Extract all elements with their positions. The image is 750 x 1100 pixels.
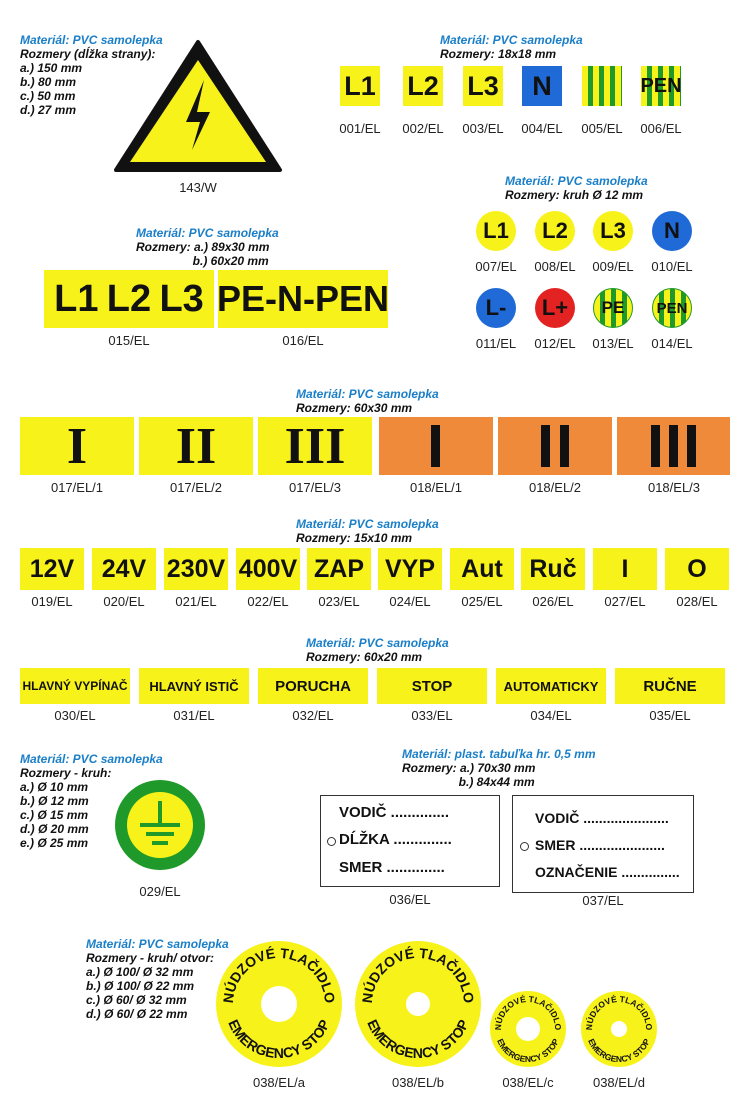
label-text: 400V <box>238 554 298 583</box>
label-text: L3 <box>467 70 499 101</box>
code-014: 014/EL <box>651 336 693 351</box>
label-text: L2 <box>407 70 439 101</box>
code-010: 010/EL <box>651 259 693 274</box>
label-text: ZAP <box>314 554 364 583</box>
label-roman-i <box>20 417 134 475</box>
code-006: 006/EL <box>640 121 682 136</box>
sec8-material: Materiál: PVC samolepka <box>20 752 163 766</box>
ring-bottom-text: EMERGENCY STOP <box>225 1017 333 1062</box>
label-text: O <box>687 554 707 583</box>
code-031: 031/EL <box>173 708 215 723</box>
emergency-stop-ring-a <box>215 940 343 1068</box>
label-l3-square <box>463 66 503 106</box>
code-038-a: 038/EL/a <box>252 1075 306 1090</box>
plate-row-vodic: VODIČ ...................... <box>535 810 669 826</box>
label-text: PE-N-PEN <box>216 278 390 319</box>
sec10-material: Materiál: PVC samolepka <box>86 937 229 951</box>
code-019: 019/EL <box>31 594 73 609</box>
sec4-material: Materiál: PVC samolepka <box>136 226 279 240</box>
label-text: L- <box>485 295 507 320</box>
code-003: 003/EL <box>462 121 504 136</box>
bar-mark <box>669 425 678 467</box>
sec6-dims: Rozmery: 15x10 mm <box>296 531 413 545</box>
label-hlavny-istic <box>139 668 249 704</box>
code-027: 027/EL <box>604 594 646 609</box>
code-036: 036/EL <box>389 892 431 907</box>
ring-top-text: NÚDZOVÉ TLAČIDLO <box>583 993 655 1031</box>
label-stop <box>377 668 487 704</box>
label-text: 230V <box>166 554 226 583</box>
sec7-material: Materiál: PVC samolepka <box>306 636 449 650</box>
ring-top-text: NÚDZOVÉ TLAČIDLO <box>492 993 564 1031</box>
label-orange-two-bars <box>498 417 612 475</box>
hole-icon <box>327 837 336 846</box>
plate-row-oznacenie: OZNAČENIE ............... <box>535 864 680 880</box>
label-text-l2: L2 <box>106 277 152 320</box>
label-text: L1 <box>344 70 376 101</box>
label-roman-iii <box>258 417 372 475</box>
code-033: 033/EL <box>411 708 453 723</box>
circle-l-plus <box>535 288 575 328</box>
label-text: L1 <box>483 218 509 243</box>
code-002: 002/EL <box>402 121 444 136</box>
code-015: 015/EL <box>108 333 150 348</box>
code-008: 008/EL <box>534 259 576 274</box>
high-voltage-warning-sign <box>112 38 284 174</box>
code-009: 009/EL <box>592 259 634 274</box>
label-230v <box>164 548 228 590</box>
code-013: 013/EL <box>592 336 634 351</box>
label-l2-square <box>403 66 443 106</box>
sec10-dims: Rozmery - kruh/ otvor: a.) Ø 100/ Ø 32 mm b.) Ø 100/ Ø 22 mm c.) Ø 60/ Ø 32 mm d.) Ø 60/ Ø 22 mm <box>86 951 215 1021</box>
code-037: 037/EL <box>582 893 624 908</box>
label-rucne <box>615 668 725 704</box>
code-017-3: 017/EL/3 <box>288 480 342 495</box>
label-text: 24V <box>101 554 147 583</box>
ground-symbol-label <box>114 779 206 871</box>
label-text: I <box>66 417 88 475</box>
label-text: N <box>532 70 552 101</box>
code-024: 024/EL <box>389 594 431 609</box>
ring-top-text: NÚDZOVÉ TLAČIDLO <box>358 944 478 1004</box>
code-023: 023/EL <box>318 594 360 609</box>
label-vyp <box>378 548 442 590</box>
label-automaticky <box>496 668 606 704</box>
code-011: 011/EL <box>475 336 517 351</box>
code-004: 004/EL <box>521 121 563 136</box>
bar-mark <box>687 425 696 467</box>
sec2-dims: Rozmery: 18x18 mm <box>440 47 557 61</box>
emergency-stop-ring-c <box>489 990 567 1068</box>
code-032: 032/EL <box>292 708 334 723</box>
label-pe-n-pen <box>218 270 388 328</box>
code-020: 020/EL <box>103 594 145 609</box>
code-034: 034/EL <box>530 708 572 723</box>
ring-bottom-text: EMERGENCY STOP <box>364 1017 472 1062</box>
sec9-dims: Rozmery: a.) 70x30 mm b.) 84x44 mm <box>402 761 536 789</box>
code-026: 026/EL <box>532 594 574 609</box>
code-021: 021/EL <box>175 594 217 609</box>
plate-vodic-dlzka-smer <box>320 795 500 887</box>
code-017-1: 017/EL/1 <box>50 480 104 495</box>
sec9-material: Materiál: plast. tabuľka hr. 0,5 mm <box>402 747 596 761</box>
label-text: L2 <box>542 218 568 243</box>
label-o <box>665 548 729 590</box>
label-text: STOP <box>411 677 453 695</box>
sec5-dims: Rozmery: 60x30 mm <box>296 401 413 415</box>
plate-row-vodic: VODIČ .............. <box>339 804 450 821</box>
code-018-3: 018/EL/3 <box>647 480 701 495</box>
label-text: PE <box>601 298 625 317</box>
label-orange-one-bar <box>379 417 493 475</box>
ring-bottom-text: EMERGENCY STOP <box>586 1037 652 1065</box>
code-035: 035/EL <box>649 708 691 723</box>
bar-mark <box>541 425 550 467</box>
code-030: 030/EL <box>54 708 96 723</box>
label-text: III <box>284 417 346 475</box>
plate-row-smer: SMER ...................... <box>535 837 665 853</box>
circle-pe <box>593 288 633 328</box>
code-017-2: 017/EL/2 <box>169 480 223 495</box>
code-012: 012/EL <box>534 336 576 351</box>
label-text: HLAVNÝ ISTIČ <box>149 678 239 694</box>
code-028: 028/EL <box>676 594 718 609</box>
bar-mark <box>431 425 440 467</box>
sec2-material: Materiál: PVC samolepka <box>440 33 583 47</box>
label-text: N <box>664 218 680 243</box>
plate-row-dlzka: DĹŽKA .............. <box>339 831 452 848</box>
sec7-dims: Rozmery: 60x20 mm <box>306 650 423 664</box>
label-12v <box>20 548 84 590</box>
code-001: 001/EL <box>339 121 381 136</box>
hole-icon <box>520 842 529 851</box>
label-text: Aut <box>461 554 503 583</box>
code-038-b: 038/EL/b <box>391 1075 445 1090</box>
label-text: VYP <box>384 554 436 583</box>
code-018-1: 018/EL/1 <box>409 480 463 495</box>
label-l1-square <box>340 66 380 106</box>
sec1-dims: Rozmery (dĺžka strany): a.) 150 mm b.) 80 mm c.) 50 mm d.) 27 mm <box>20 47 156 117</box>
label-l1-l2-l3-strip <box>44 270 214 328</box>
plate-row-smer: SMER .............. <box>339 859 445 876</box>
bar-mark <box>560 425 569 467</box>
sec1-code: 143/W <box>179 180 217 195</box>
label-text: PEN <box>640 74 682 97</box>
label-text: HLAVNÝ VYPÍNAČ <box>22 679 128 693</box>
label-i <box>593 548 657 590</box>
label-aut <box>450 548 514 590</box>
code-029: 029/EL <box>139 884 181 899</box>
code-025: 025/EL <box>461 594 503 609</box>
circle-pen <box>652 288 692 328</box>
label-pen-square <box>641 66 681 106</box>
label-roman-ii <box>139 417 253 475</box>
label-text: II <box>175 417 217 475</box>
code-022: 022/EL <box>247 594 289 609</box>
sec5-material: Materiál: PVC samolepka <box>296 387 439 401</box>
code-007: 007/EL <box>475 259 517 274</box>
sec3-dims: Rozmery: kruh Ø 12 mm <box>505 188 644 202</box>
sec8-dims: Rozmery - kruh: a.) Ø 10 mm b.) Ø 12 mm c.) Ø 15 mm d.) Ø 20 mm e.) Ø 25 mm <box>20 766 112 850</box>
label-text: PEN <box>656 299 688 317</box>
plate-vodic-smer-oznacenie <box>512 795 694 893</box>
label-text: RUČNE <box>643 677 697 695</box>
label-zap <box>307 548 371 590</box>
label-text-l3: L3 <box>159 277 204 320</box>
circle-l2 <box>535 211 575 251</box>
label-hlavny-vypinac <box>20 668 130 704</box>
label-n-square <box>522 66 562 106</box>
sec1-material: Materiál: PVC samolepka <box>20 33 163 47</box>
code-038-d: 038/EL/d <box>592 1075 646 1090</box>
label-text: AUTOMATICKY <box>503 678 599 694</box>
label-24v <box>92 548 156 590</box>
label-text: Ruč <box>529 554 577 583</box>
label-text: 12V <box>29 554 75 583</box>
label-text: L+ <box>541 295 569 320</box>
emergency-stop-ring-d <box>580 990 658 1068</box>
label-orange-three-bars <box>617 417 730 475</box>
ring-bottom-text: EMERGENCY STOP <box>495 1037 561 1065</box>
sec6-material: Materiál: PVC samolepka <box>296 517 439 531</box>
label-text: L3 <box>600 218 626 243</box>
label-ruc <box>521 548 585 590</box>
label-400v <box>236 548 300 590</box>
sec3-material: Materiál: PVC samolepka <box>505 174 648 188</box>
label-text-l1: L1 <box>54 277 99 320</box>
label-text: PORUCHA <box>275 677 351 695</box>
bar-mark <box>651 425 660 467</box>
code-016: 016/EL <box>282 333 324 348</box>
label-pe-striped-square <box>582 66 622 106</box>
code-005: 005/EL <box>581 121 623 136</box>
sec4-dims: Rozmery: a.) 89x30 mm b.) 60x20 mm <box>136 240 270 268</box>
circle-n <box>652 211 692 251</box>
circle-l3 <box>593 211 633 251</box>
emergency-stop-ring-b <box>354 940 482 1068</box>
label-porucha <box>258 668 368 704</box>
ring-top-text: NÚDZOVÉ TLAČIDLO <box>219 944 339 1004</box>
circle-l-minus <box>476 288 516 328</box>
code-018-2: 018/EL/2 <box>528 480 582 495</box>
label-text: I <box>621 554 629 583</box>
circle-l1 <box>476 211 516 251</box>
code-038-c: 038/EL/c <box>502 1075 554 1090</box>
